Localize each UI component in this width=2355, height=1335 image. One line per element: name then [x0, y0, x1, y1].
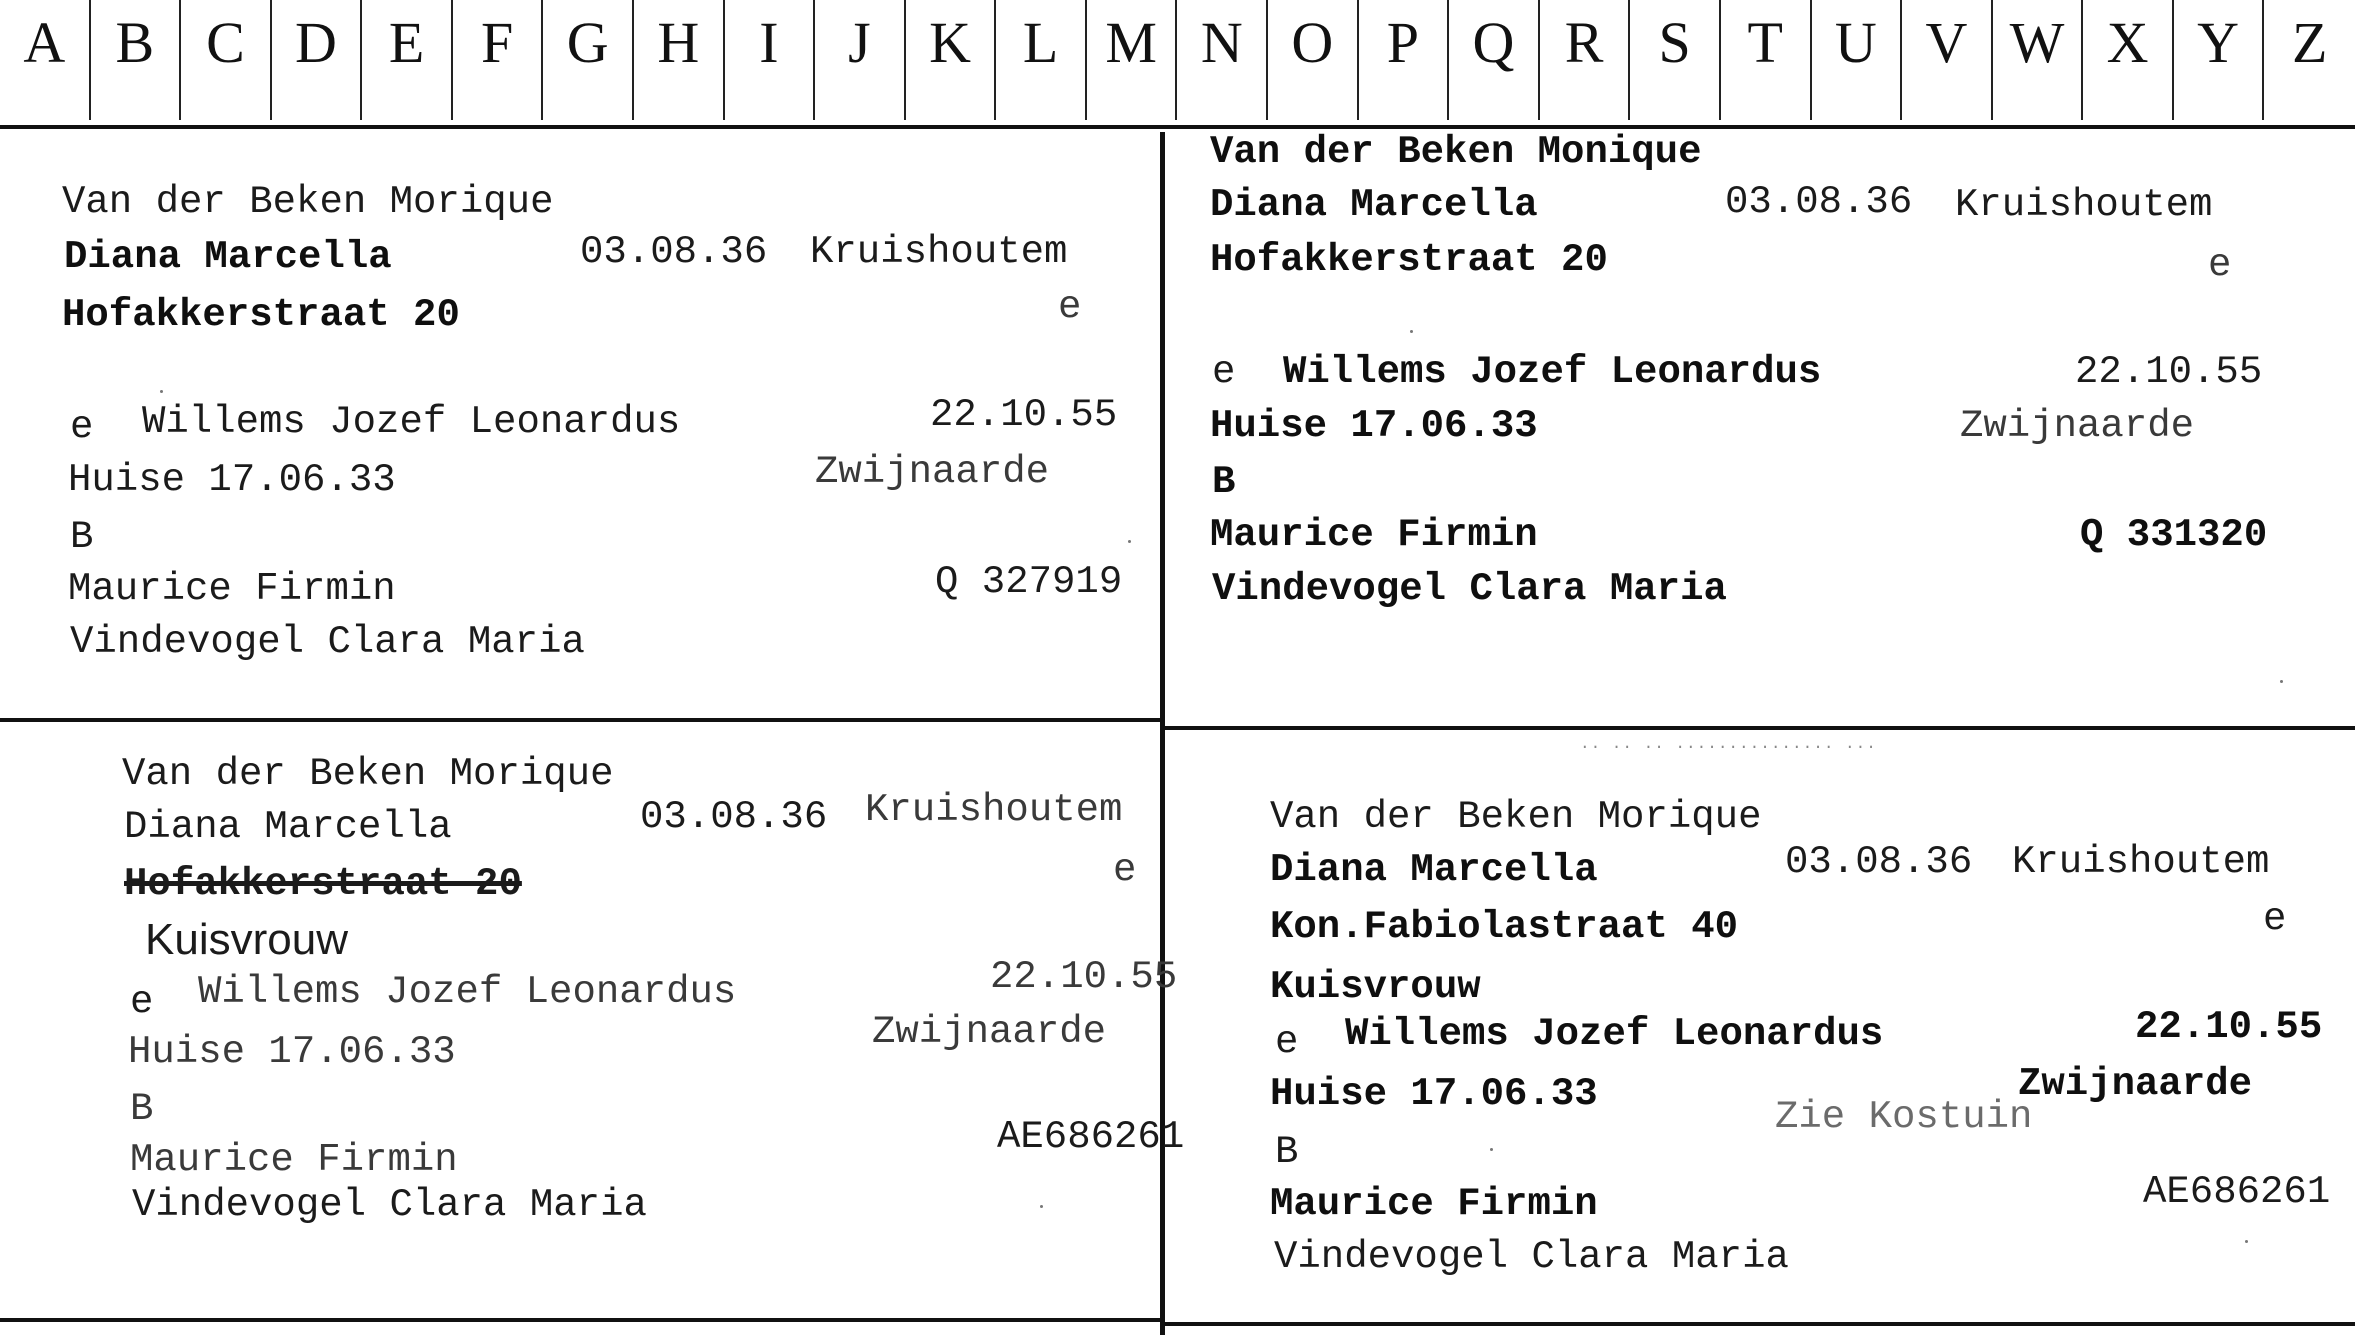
mother-name: Vindevogel Clara Maria [132, 1183, 647, 1227]
alphabet-letter: R [1564, 10, 1604, 75]
overprint-note: Zie Kostuin [1775, 1095, 2033, 1139]
spouse-birth: Huise 17.06.33 [1270, 1072, 1598, 1116]
alphabet-letter: Z [2291, 10, 2328, 75]
mark-e: e [1058, 285, 1082, 329]
id-number: AE686261 [997, 1115, 1185, 1159]
card-divider-horizontal-right [1165, 726, 2355, 730]
spouse-place: Zwijnaarde [872, 1010, 1107, 1054]
alphabet-tab-a [0, 0, 91, 120]
alphabet-letter: T [1747, 10, 1783, 75]
alphabet-tab-j [815, 0, 906, 120]
alphabet-letter: I [759, 10, 779, 75]
mother-name: Vindevogel Clara Maria [1274, 1235, 1789, 1279]
given-names: Diana Marcella [64, 235, 392, 279]
alphabet-letter: C [206, 10, 245, 75]
alphabet-tab-n [1178, 0, 1269, 120]
birth-date: 03.08.36 [580, 230, 768, 274]
alphabet-tab-k [906, 0, 997, 120]
birth-date: 03.08.36 [640, 795, 828, 839]
spouse-birth: Huise 17.06.33 [1210, 404, 1538, 448]
card-divider-bottom-left [0, 1318, 1160, 1322]
spouse-name: Willems Jozef Leonardus [1345, 1012, 1884, 1056]
spouse-birth: Huise 17.06.33 [128, 1030, 456, 1074]
mark-e: e [2208, 243, 2232, 287]
birth-date: 03.08.36 [1785, 840, 1973, 884]
spouse-prefix: e [130, 980, 154, 1024]
spouse-prefix: e [70, 405, 94, 449]
alphabet-letter: M [1105, 10, 1157, 75]
alphabet-tab-l [996, 0, 1087, 120]
spouse-place: Zwijnaarde [815, 450, 1050, 494]
alphabet-letter: J [848, 10, 871, 75]
alphabet-tab-z [2264, 0, 2355, 120]
alphabet-tab-v [1902, 0, 1993, 120]
address: Kon.Fabiolastraat 40 [1270, 905, 1739, 949]
alphabet-letter: H [657, 10, 700, 75]
alphabet-tab-u [1812, 0, 1903, 120]
father-name: Maurice Firmin [1210, 513, 1538, 557]
alphabet-index-bar [0, 0, 2355, 129]
spouse-prefix: e [1275, 1020, 1299, 1064]
birth-place: Kruishoutem [810, 230, 1068, 274]
nationality: B [130, 1087, 154, 1131]
alphabet-letter: P [1386, 10, 1420, 75]
card-divider-horizontal-left [0, 718, 1160, 722]
given-names: Diana Marcella [1270, 848, 1598, 892]
spouse-name: Willems Jozef Leonardus [1283, 350, 1822, 394]
spouse-prefix: e [1212, 350, 1236, 394]
alphabet-letter: D [295, 10, 337, 75]
marriage-date: 22.10.55 [2135, 1005, 2323, 1049]
scan-speck [2280, 680, 2283, 683]
alphabet-tab-p [1359, 0, 1450, 120]
alphabet-letter: F [481, 10, 514, 75]
marriage-date: 22.10.55 [2075, 350, 2263, 394]
surname: Van der Beken Morique [122, 752, 614, 796]
id-number: Q 327919 [935, 560, 1123, 604]
alphabet-letter: B [115, 10, 155, 75]
alphabet-tab-q [1449, 0, 1540, 120]
scan-speck [160, 390, 163, 393]
spouse-place: Zwijnaarde [2018, 1062, 2253, 1106]
spouse-birth: Huise 17.06.33 [68, 458, 396, 502]
card-divider-bottom-right [1165, 1322, 2355, 1326]
alphabet-tab-f [453, 0, 544, 120]
spouse-name: Willems Jozef Leonardus [142, 400, 681, 444]
alphabet-tab-t [1721, 0, 1812, 120]
father-name: Maurice Firmin [130, 1138, 458, 1182]
birth-place: Kruishoutem [865, 788, 1123, 832]
mother-name: Vindevogel Clara Maria [70, 620, 585, 664]
faded-stamp-residue: ·· ·· ·· ··············· ··· [1580, 738, 1877, 756]
mark-e: e [1113, 848, 1137, 892]
scan-speck [1040, 1205, 1043, 1208]
alphabet-letter: S [1658, 10, 1691, 75]
marriage-date: 22.10.55 [930, 393, 1118, 437]
surname: Van der Beken Morique [62, 180, 554, 224]
alphabet-tab-d [272, 0, 363, 120]
alphabet-letter: X [2106, 10, 2149, 75]
birth-place: Kruishoutem [1955, 183, 2213, 227]
alphabet-tab-c [181, 0, 272, 120]
scan-speck [1490, 1148, 1493, 1151]
alphabet-tab-y [2174, 0, 2265, 120]
address-struck: Hofakkerstraat 20 [124, 862, 522, 906]
mother-name: Vindevogel Clara Maria [1212, 567, 1727, 611]
alphabet-tab-i [725, 0, 816, 120]
nationality: B [70, 515, 94, 559]
scan-speck [2245, 1240, 2248, 1243]
id-number: AE686261 [2143, 1170, 2331, 1214]
nationality: B [1275, 1130, 1299, 1174]
alphabet-tab-o [1268, 0, 1359, 120]
alphabet-letter: N [1200, 10, 1243, 75]
alphabet-tab-x [2083, 0, 2174, 120]
alphabet-tab-w [1993, 0, 2084, 120]
marriage-date: 22.10.55 [990, 955, 1178, 999]
alphabet-letter: V [1925, 10, 1968, 75]
alphabet-tab-g [543, 0, 634, 120]
nationality: B [1212, 460, 1236, 504]
alphabet-letter: U [1834, 10, 1877, 75]
alphabet-letter: W [2009, 10, 2065, 75]
alphabet-letter: E [388, 10, 425, 75]
alphabet-letter: K [929, 10, 971, 75]
alphabet-letter: A [23, 10, 66, 75]
alphabet-letter: O [1291, 10, 1334, 75]
alphabet-tab-b [91, 0, 182, 120]
scan-speck [1128, 540, 1131, 543]
occupation: Kuisvrouw [1270, 965, 1481, 1009]
alphabet-letter: Y [2197, 10, 2240, 75]
surname: Van der Beken Monique [1210, 130, 1702, 174]
alphabet-tab-s [1630, 0, 1721, 120]
alphabet-tab-h [634, 0, 725, 120]
alphabet-letter: G [566, 10, 609, 75]
mark-e: e [2263, 897, 2287, 941]
address: Hofakkerstraat 20 [62, 293, 460, 337]
spouse-name: Willems Jozef Leonardus [198, 970, 737, 1014]
scan-speck [1410, 330, 1413, 333]
given-names: Diana Marcella [124, 805, 452, 849]
given-names: Diana Marcella [1210, 183, 1538, 227]
birth-place: Kruishoutem [2012, 840, 2270, 884]
address: Hofakkerstraat 20 [1210, 238, 1608, 282]
alphabet-letter: Q [1472, 10, 1515, 75]
surname: Van der Beken Morique [1270, 795, 1762, 839]
alphabet-tab-r [1540, 0, 1631, 120]
alphabet-tab-e [362, 0, 453, 120]
birth-date: 03.08.36 [1725, 180, 1913, 224]
id-number: Q 331320 [2080, 513, 2268, 557]
occupation: Kuisvrouw [145, 915, 348, 964]
spouse-place: Zwijnaarde [1960, 404, 2195, 448]
father-name: Maurice Firmin [68, 567, 396, 611]
father-name: Maurice Firmin [1270, 1182, 1598, 1226]
alphabet-tab-m [1087, 0, 1178, 120]
alphabet-letter: L [1022, 10, 1059, 75]
